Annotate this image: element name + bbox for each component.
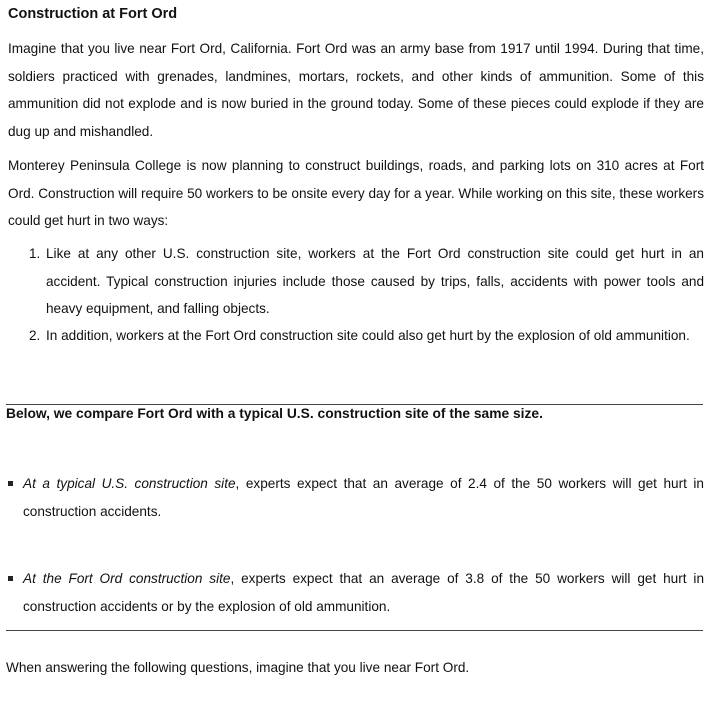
page-title: Construction at Fort Ord — [8, 6, 178, 22]
comparison-heading: Below, we compare Fort Ord with a typical U.S. construction site of the same size. — [6, 406, 543, 421]
list-item-1 — [29, 240, 704, 323]
divider-bottom — [6, 630, 703, 631]
list-text: Like at any other U.S. construction site, workers at the Fort Ord construction site could get hurt in an accident. Typical construction injuries include those caused by trips, falls, accidents with power tools and heavy equipment, and falling objects. — [46, 246, 704, 316]
construction-paragraph: Monterey Peninsula College is now planning to construct buildings, roads, and parking lots on 310 acres at Fort Ord. Construction will require 50 workers to be onsite every day for a year. While working on this site, these workers could get hurt in two ways: — [8, 158, 704, 228]
list-item-2 — [29, 322, 704, 350]
list-number: 2. — [29, 328, 41, 343]
bullet-body: , experts expect that an average of 2.4 of the 50 workers will get hurt in construction accidents. — [23, 476, 704, 519]
bullet-emphasis: At a typical U.S. construction site — [23, 476, 236, 491]
intro-paragraph: Imagine that you live near Fort Ord, California. Fort Ord was an army base from 1917 until 1994. During that time, soldiers practiced with grenades, landmines, mortars, rockets, and other kinds of ammunition. Some of this ammunition did not explode and is now buried in the ground today. Some of these pieces could explode if they are dug up and mishandled. — [8, 41, 704, 139]
list-text: In addition, workers at the Fort Ord construction site could also get hurt by the explosion of old ammunition. — [46, 328, 690, 343]
bullet-emphasis: At the Fort Ord construction site — [23, 571, 231, 586]
divider-top — [6, 404, 703, 405]
bullet-item-fort-ord — [8, 565, 704, 620]
bullet-icon — [8, 576, 13, 581]
bullet-body: , experts expect that an average of 3.8 of the 50 workers will get hurt in construction accidents or by the explosion of old ammunition. — [23, 571, 704, 614]
list-number: 1. — [29, 246, 41, 261]
bullet-item-typical-site — [8, 470, 704, 525]
bullet-icon — [8, 481, 13, 486]
bullet-text — [8, 470, 704, 525]
closing-instruction: When answering the following questions, imagine that you live near Fort Ord. — [6, 660, 470, 675]
bullet-text — [8, 565, 704, 620]
